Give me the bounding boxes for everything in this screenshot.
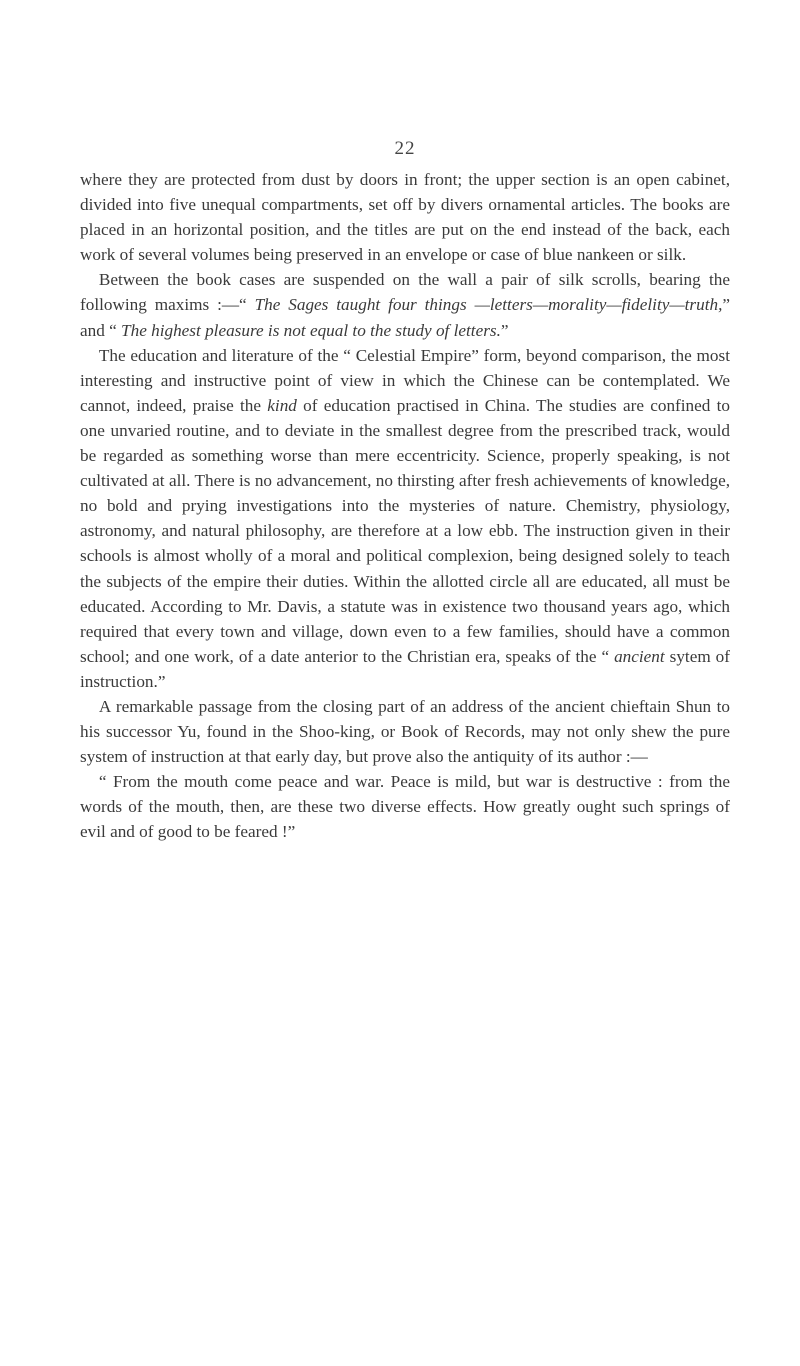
italic-text: The highest pleasure is not equal to the study of letters. — [121, 320, 501, 340]
paragraph — [80, 167, 730, 267]
italic-text: ancient — [614, 646, 665, 666]
book-page — [80, 0, 730, 1366]
body-text — [80, 167, 730, 845]
paragraph — [80, 694, 730, 769]
text-run: “ From the mouth come peace and war. Peace is mild, but war is destructive : from the words of the mouth, then, are these two diverse effects. How greatly ought such springs of evil and of good to be feared !” — [80, 772, 730, 842]
paragraph — [80, 343, 730, 694]
italic-text: The Sages taught four things —letters—morality—fidelity—truth, — [254, 295, 723, 315]
page-number: 22 — [394, 138, 416, 159]
paragraph — [80, 267, 730, 342]
text-run: where they are protected from dust by doors in front; the upper section is an open cabinet, divided into five unequal compartments, set off by divers ornamental articles. The books are placed in an horizontal position, and the titles are put on the end instead of the back, each work of several volumes being preserved in an envelope or case of blue nankeen or silk. — [80, 170, 730, 265]
italic-text: kind — [267, 395, 297, 415]
text-run: A remarkable passage from the closing part of an address of the ancient chieftain Shun to his successor Yu, found in the Shoo-king, or Book of Records, may not only shew the pure system of instruction at that early day, but prove also the antiquity of its author :— — [80, 696, 730, 767]
text-run: The education and literature of the “ Celestial Empire” form, beyond comparison, the most interesting and instructive point of view in which the Chinese can be contemplated. We cannot, indeed, praise the — [80, 345, 730, 415]
text-run: of education practised in China. The studies are confined to one unvaried routine, and to deviate in the smallest degree from the prescribed track, would be regarded as something worse than mere eccentricity. Science, properly speaking, is not cultivated at all. There is no advancement, no thirsting after fresh achievements of knowledge, no bold and prying investigations into the mysteries of nature. Chemistry, physiology, astronomy, and natural philosophy, are therefore at a low ebb. The instruction given in their schools is almost wholly of a moral and political complexion, being designed solely to teach the subjects of the empire their duties. Within the allotted circle all are educated, all must be educated. According to Mr. Davis, a statute was in existence two thousand years ago, which required that every town and village, down even to a few families, should have a common school; and one work, of a date anterior to the Christian era, speaks of the “ — [80, 395, 730, 666]
paragraph — [80, 769, 730, 844]
text-run: sytem of instruction.” — [80, 646, 730, 691]
text-run: ” and “ — [80, 295, 731, 340]
text-run: ” — [500, 320, 509, 340]
text-run: Between the book cases are suspended on the wall a pair of silk scrolls, bearing the following maxims :—“ — [80, 270, 730, 315]
